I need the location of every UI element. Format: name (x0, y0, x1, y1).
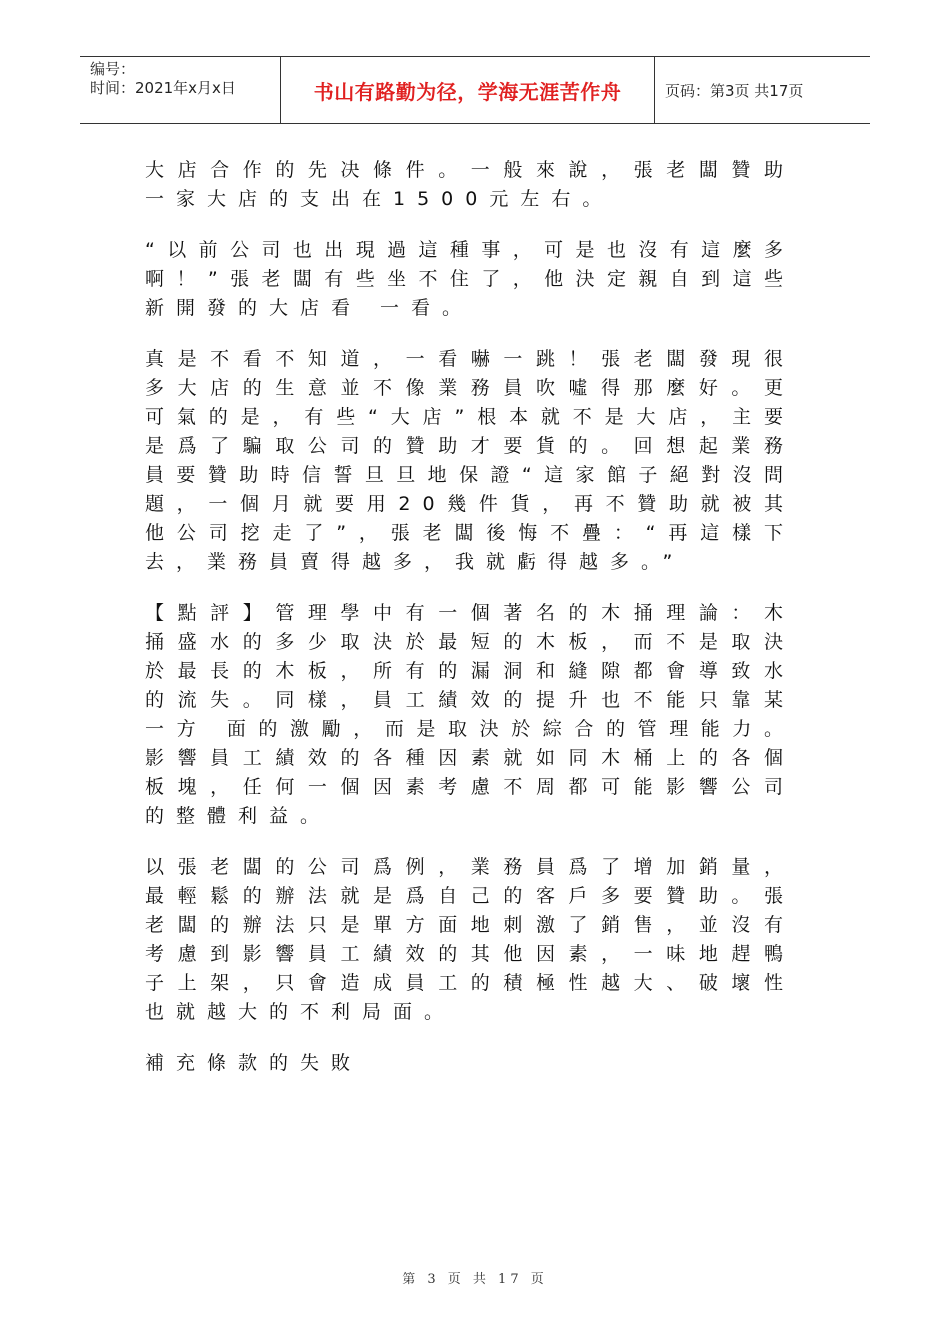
page-footer: 第 3 页 共 17 页 (402, 1272, 548, 1287)
paragraph-3: 真是不看不知道，一看嚇一跳！張老闆發現很多大店的生意並不像業務員吹噓得那麼好。更可氣的是，有些“大店”根本就不是大店，主要是爲了騙取公司的贊助才要貨的。回想起業務員要贊助時信誓旦旦地保證“這家館子絕對沒問題，一個月就要用20幾件貨，再不贊助就被其他公司挖走了”，張老闆後悔不疊：“再這樣下去，業務員賣得越多，我就虧得越多。” (145, 348, 795, 573)
paragraph-5: 以張老闆的公司爲例，業務員爲了增加銷量，最輕鬆的辦法就是爲自己的客戶多要贊助。張老闆的辦法只是單方面地刺激了銷售，並沒有考慮到影響員工績效的其他因素，一味地趕鴨子上架，只會造成員工的積極性越大、破壞性也就越大的不利局面。 (145, 856, 795, 1023)
header-meta (80, 57, 281, 123)
section-heading: 補充條款的失敗 (145, 1052, 363, 1074)
header-page-label: 页码：第3页 共17页 (665, 81, 804, 100)
header-motto: 书山有路勤为径，学海无涯苦作舟 (281, 57, 655, 123)
document-body (145, 156, 795, 1100)
page-header (80, 56, 870, 124)
paragraph-1: 大店合作的先决條件。一般來說，張老闆贊助一家大店的支出在1500元左右。 (145, 159, 795, 210)
paragraph-2: “以前公司也出現過這種事，可是也沒有這麼多啊！”張老闆有些坐不住了，他決定親自到這些新開發的大店看 一看。 (145, 239, 795, 319)
document-number-label: 编号： (90, 60, 136, 78)
document-time-label: 时间：2021年x月x日 (90, 79, 236, 97)
paragraph-4: 【點評】管理學中有一個著名的木捅理論：木捅盛水的多少取決於最短的木板，而不是取決於最長的木板，所有的漏洞和縫隙都會導致水的流失。同樣，員工績效的提升也不能只靠某一方 面的激勵，而是取決於綜合的管理能力。影響員工績效的各種因素就如同木桶上的各個板塊，任何一個因素考慮不周都可能影響公司的整體利益。 (145, 602, 795, 827)
